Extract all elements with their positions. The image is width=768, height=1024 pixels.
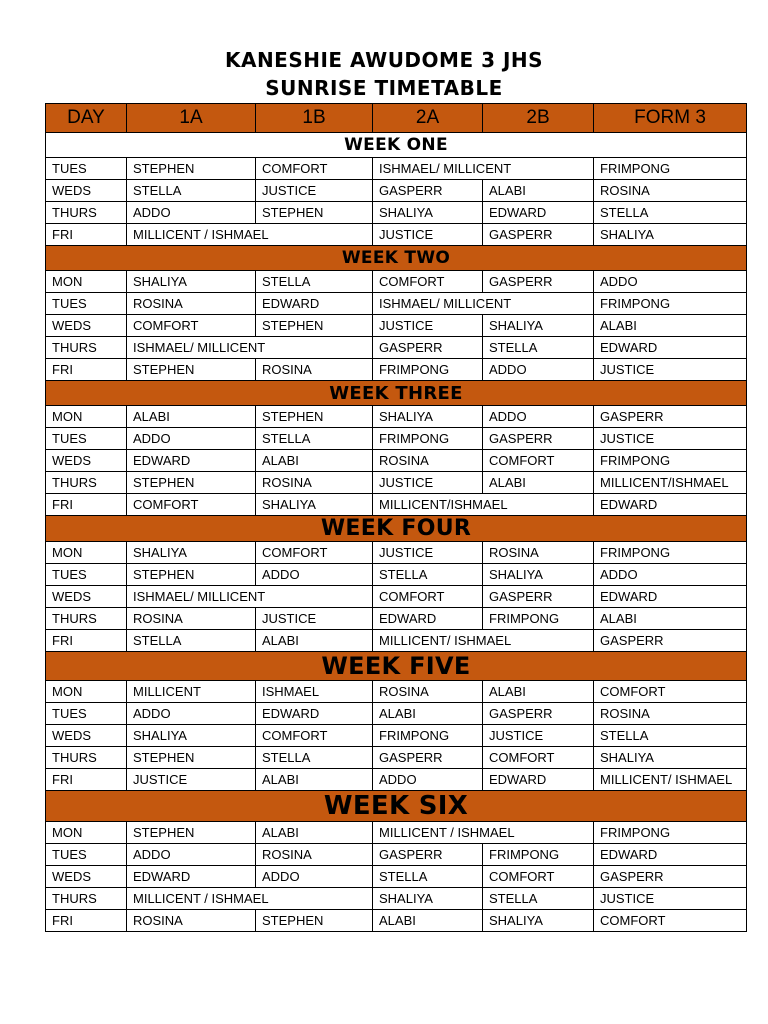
- teacher-cell: ROSINA: [594, 180, 747, 202]
- teacher-cell: GASPERR: [373, 844, 483, 866]
- day-cell: MON: [46, 406, 127, 428]
- teacher-cell: EDWARD: [483, 769, 594, 791]
- teacher-cell: ALABI: [483, 180, 594, 202]
- table-row: [46, 586, 747, 608]
- teacher-cell: EDWARD: [373, 608, 483, 630]
- day-cell: THURS: [46, 747, 127, 769]
- teacher-cell: MILLICENT/ ISHMAEL: [373, 630, 594, 652]
- teacher-cell: JUSTICE: [594, 888, 747, 910]
- teacher-cell: ALABI: [483, 472, 594, 494]
- teacher-cell: EDWARD: [256, 293, 373, 315]
- table-row: [46, 630, 747, 652]
- teacher-cell: JUSTICE: [483, 725, 594, 747]
- teacher-cell: ROSINA: [256, 844, 373, 866]
- day-cell: THURS: [46, 202, 127, 224]
- week-title: WEEK FOUR: [46, 516, 747, 542]
- teacher-cell: ALABI: [594, 315, 747, 337]
- teacher-cell: COMFORT: [483, 450, 594, 472]
- teacher-cell: COMFORT: [256, 158, 373, 180]
- day-cell: MON: [46, 542, 127, 564]
- week-title: WEEK TWO: [46, 246, 747, 271]
- teacher-cell: ALABI: [373, 703, 483, 725]
- table-row: [46, 315, 747, 337]
- day-cell: MON: [46, 271, 127, 293]
- teacher-cell: COMFORT: [483, 747, 594, 769]
- teacher-cell: GASPERR: [594, 406, 747, 428]
- teacher-cell: ROSINA: [256, 359, 373, 381]
- teacher-cell: ROSINA: [373, 681, 483, 703]
- day-cell: WEDS: [46, 315, 127, 337]
- day-cell: WEDS: [46, 725, 127, 747]
- teacher-cell: EDWARD: [127, 450, 256, 472]
- day-cell: THURS: [46, 472, 127, 494]
- teacher-cell: ROSINA: [127, 910, 256, 932]
- teacher-cell: ALABI: [256, 769, 373, 791]
- teacher-cell: STEPHEN: [256, 315, 373, 337]
- teacher-cell: FRIMPONG: [483, 844, 594, 866]
- teacher-cell: GASPERR: [483, 586, 594, 608]
- week-header-row: [46, 381, 747, 406]
- teacher-cell: ISHMAEL/ MILLICENT: [127, 337, 373, 359]
- week-title: WEEK THREE: [46, 381, 747, 406]
- teacher-cell: FRIMPONG: [373, 428, 483, 450]
- teacher-cell: STEPHEN: [127, 822, 256, 844]
- table-row: [46, 822, 747, 844]
- teacher-cell: ROSINA: [256, 472, 373, 494]
- day-cell: WEDS: [46, 450, 127, 472]
- teacher-cell: SHALIYA: [256, 494, 373, 516]
- week-header-row: [46, 246, 747, 271]
- table-row: [46, 747, 747, 769]
- teacher-cell: FRIMPONG: [373, 359, 483, 381]
- header-row: [46, 104, 747, 133]
- day-cell: FRI: [46, 359, 127, 381]
- table-row: [46, 406, 747, 428]
- table-row: [46, 564, 747, 586]
- teacher-cell: GASPERR: [483, 271, 594, 293]
- table-row: [46, 608, 747, 630]
- table-row: [46, 844, 747, 866]
- day-cell: TUES: [46, 564, 127, 586]
- table-row: [46, 359, 747, 381]
- teacher-cell: ISHMAEL/ MILLICENT: [373, 158, 594, 180]
- timetable-body: [46, 133, 747, 932]
- teacher-cell: ROSINA: [127, 293, 256, 315]
- day-cell: TUES: [46, 844, 127, 866]
- header-day: DAY: [46, 104, 127, 133]
- teacher-cell: SHALIYA: [483, 564, 594, 586]
- teacher-cell: ADDO: [127, 428, 256, 450]
- teacher-cell: ISHMAEL/ MILLICENT: [127, 586, 373, 608]
- day-cell: WEDS: [46, 866, 127, 888]
- teacher-cell: JUSTICE: [373, 315, 483, 337]
- day-cell: WEDS: [46, 180, 127, 202]
- teacher-cell: ADDO: [594, 271, 747, 293]
- table-row: [46, 681, 747, 703]
- teacher-cell: COMFORT: [127, 315, 256, 337]
- teacher-cell: COMFORT: [594, 910, 747, 932]
- week-title: WEEK FIVE: [46, 652, 747, 681]
- table-row: [46, 494, 747, 516]
- teacher-cell: ADDO: [594, 564, 747, 586]
- teacher-cell: STELLA: [256, 428, 373, 450]
- teacher-cell: JUSTICE: [594, 359, 747, 381]
- teacher-cell: EDWARD: [483, 202, 594, 224]
- teacher-cell: COMFORT: [373, 586, 483, 608]
- day-cell: THURS: [46, 608, 127, 630]
- day-cell: THURS: [46, 337, 127, 359]
- teacher-cell: MILLICENT / ISHMAEL: [127, 224, 373, 246]
- teacher-cell: COMFORT: [373, 271, 483, 293]
- teacher-cell: ALABI: [256, 822, 373, 844]
- table-row: [46, 866, 747, 888]
- table-row: [46, 271, 747, 293]
- teacher-cell: MILLICENT: [127, 681, 256, 703]
- week-title: WEEK SIX: [46, 791, 747, 822]
- teacher-cell: FRIMPONG: [594, 542, 747, 564]
- teacher-cell: ROSINA: [373, 450, 483, 472]
- teacher-cell: FRIMPONG: [594, 293, 747, 315]
- teacher-cell: GASPERR: [483, 428, 594, 450]
- week-title: WEEK ONE: [46, 133, 747, 158]
- teacher-cell: STELLA: [483, 888, 594, 910]
- teacher-cell: STEPHEN: [127, 747, 256, 769]
- table-row: [46, 337, 747, 359]
- teacher-cell: JUSTICE: [256, 180, 373, 202]
- teacher-cell: ADDO: [127, 844, 256, 866]
- table-row: [46, 703, 747, 725]
- teacher-cell: EDWARD: [594, 337, 747, 359]
- teacher-cell: JUSTICE: [127, 769, 256, 791]
- teacher-cell: EDWARD: [256, 703, 373, 725]
- teacher-cell: STELLA: [256, 747, 373, 769]
- teacher-cell: SHALIYA: [127, 271, 256, 293]
- teacher-cell: ADDO: [256, 866, 373, 888]
- day-cell: FRI: [46, 769, 127, 791]
- table-row: [46, 725, 747, 747]
- teacher-cell: JUSTICE: [594, 428, 747, 450]
- teacher-cell: GASPERR: [373, 337, 483, 359]
- header-2b: 2B: [483, 104, 594, 133]
- teacher-cell: SHALIYA: [127, 542, 256, 564]
- teacher-cell: STEPHEN: [127, 158, 256, 180]
- teacher-cell: ALABI: [256, 630, 373, 652]
- teacher-cell: STEPHEN: [127, 564, 256, 586]
- teacher-cell: STEPHEN: [256, 910, 373, 932]
- teacher-cell: SHALIYA: [373, 202, 483, 224]
- teacher-cell: ADDO: [127, 703, 256, 725]
- teacher-cell: JUSTICE: [256, 608, 373, 630]
- header-2a: 2A: [373, 104, 483, 133]
- teacher-cell: ALABI: [127, 406, 256, 428]
- teacher-cell: SHALIYA: [483, 910, 594, 932]
- teacher-cell: JUSTICE: [373, 542, 483, 564]
- teacher-cell: FRIMPONG: [373, 725, 483, 747]
- table-row: [46, 158, 747, 180]
- teacher-cell: GASPERR: [594, 866, 747, 888]
- teacher-cell: ALABI: [483, 681, 594, 703]
- header-1a: 1A: [127, 104, 256, 133]
- teacher-cell: STEPHEN: [127, 359, 256, 381]
- week-header-row: [46, 516, 747, 542]
- teacher-cell: EDWARD: [594, 586, 747, 608]
- timetable: [45, 103, 747, 932]
- table-row: [46, 910, 747, 932]
- day-cell: MON: [46, 822, 127, 844]
- document-title: KANESHIE AWUDOME 3 JHS: [224, 48, 544, 72]
- teacher-cell: COMFORT: [256, 725, 373, 747]
- teacher-cell: GASPERR: [483, 703, 594, 725]
- teacher-cell: GASPERR: [483, 224, 594, 246]
- teacher-cell: ADDO: [483, 359, 594, 381]
- table-row: [46, 428, 747, 450]
- week-header-row: [46, 652, 747, 681]
- teacher-cell: SHALIYA: [483, 315, 594, 337]
- teacher-cell: JUSTICE: [373, 224, 483, 246]
- table-row: [46, 888, 747, 910]
- teacher-cell: MILLICENT / ISHMAEL: [127, 888, 373, 910]
- teacher-cell: STELLA: [373, 564, 483, 586]
- day-cell: FRI: [46, 630, 127, 652]
- day-cell: TUES: [46, 428, 127, 450]
- day-cell: FRI: [46, 910, 127, 932]
- day-cell: TUES: [46, 158, 127, 180]
- teacher-cell: FRIMPONG: [594, 158, 747, 180]
- teacher-cell: STEPHEN: [256, 406, 373, 428]
- week-header-row: [46, 133, 747, 158]
- teacher-cell: ADDO: [483, 406, 594, 428]
- teacher-cell: ROSINA: [127, 608, 256, 630]
- table-row: [46, 293, 747, 315]
- teacher-cell: EDWARD: [594, 844, 747, 866]
- header-1b: 1B: [256, 104, 373, 133]
- teacher-cell: MILLICENT/ ISHMAEL: [594, 769, 747, 791]
- teacher-cell: STELLA: [483, 337, 594, 359]
- teacher-cell: ADDO: [256, 564, 373, 586]
- teacher-cell: FRIMPONG: [594, 822, 747, 844]
- teacher-cell: STELLA: [127, 180, 256, 202]
- teacher-cell: JUSTICE: [373, 472, 483, 494]
- teacher-cell: ADDO: [127, 202, 256, 224]
- teacher-cell: MILLICENT / ISHMAEL: [373, 822, 594, 844]
- teacher-cell: COMFORT: [256, 542, 373, 564]
- day-cell: FRI: [46, 224, 127, 246]
- teacher-cell: MILLICENT/ISHMAEL: [373, 494, 594, 516]
- teacher-cell: SHALIYA: [127, 725, 256, 747]
- teacher-cell: COMFORT: [127, 494, 256, 516]
- teacher-cell: GASPERR: [373, 180, 483, 202]
- table-row: [46, 769, 747, 791]
- day-cell: TUES: [46, 703, 127, 725]
- teacher-cell: ISHMAEL/ MILLICENT: [373, 293, 594, 315]
- teacher-cell: ALABI: [373, 910, 483, 932]
- teacher-cell: STELLA: [594, 725, 747, 747]
- teacher-cell: STELLA: [373, 866, 483, 888]
- teacher-cell: SHALIYA: [594, 747, 747, 769]
- teacher-cell: ALABI: [594, 608, 747, 630]
- teacher-cell: COMFORT: [594, 681, 747, 703]
- teacher-cell: GASPERR: [373, 747, 483, 769]
- teacher-cell: ROSINA: [483, 542, 594, 564]
- teacher-cell: SHALIYA: [373, 406, 483, 428]
- document-subtitle: SUNRISE TIMETABLE: [265, 76, 503, 100]
- header-form3: FORM 3: [594, 104, 747, 133]
- day-cell: FRI: [46, 494, 127, 516]
- table-row: [46, 472, 747, 494]
- teacher-cell: ISHMAEL: [256, 681, 373, 703]
- teacher-cell: FRIMPONG: [594, 450, 747, 472]
- week-header-row: [46, 791, 747, 822]
- teacher-cell: SHALIYA: [373, 888, 483, 910]
- table-row: [46, 450, 747, 472]
- day-cell: TUES: [46, 293, 127, 315]
- teacher-cell: STEPHEN: [127, 472, 256, 494]
- table-row: [46, 202, 747, 224]
- day-cell: WEDS: [46, 586, 127, 608]
- teacher-cell: EDWARD: [594, 494, 747, 516]
- teacher-cell: MILLICENT/ISHMAEL: [594, 472, 747, 494]
- teacher-cell: FRIMPONG: [483, 608, 594, 630]
- teacher-cell: ADDO: [373, 769, 483, 791]
- teacher-cell: ROSINA: [594, 703, 747, 725]
- day-cell: THURS: [46, 888, 127, 910]
- teacher-cell: EDWARD: [127, 866, 256, 888]
- teacher-cell: ALABI: [256, 450, 373, 472]
- table-row: [46, 542, 747, 564]
- teacher-cell: STELLA: [127, 630, 256, 652]
- day-cell: MON: [46, 681, 127, 703]
- teacher-cell: STELLA: [594, 202, 747, 224]
- teacher-cell: STELLA: [256, 271, 373, 293]
- teacher-cell: COMFORT: [483, 866, 594, 888]
- teacher-cell: SHALIYA: [594, 224, 747, 246]
- teacher-cell: GASPERR: [594, 630, 747, 652]
- table-row: [46, 224, 747, 246]
- table-row: [46, 180, 747, 202]
- teacher-cell: STEPHEN: [256, 202, 373, 224]
